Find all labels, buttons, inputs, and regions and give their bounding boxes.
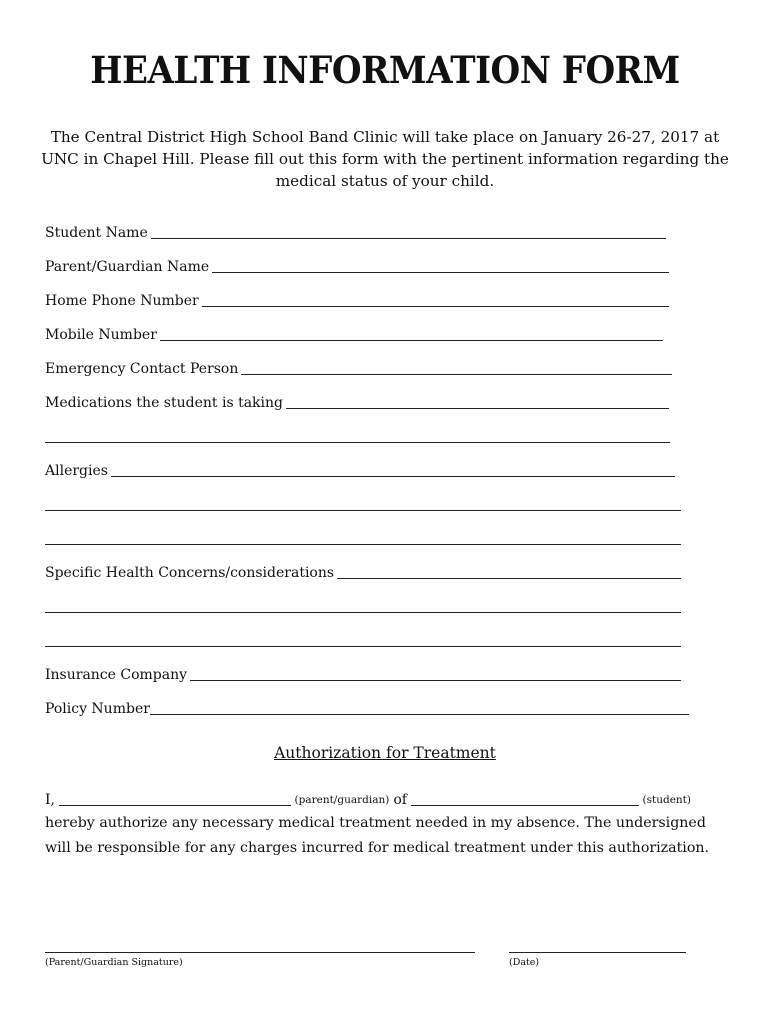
student-name-field[interactable] [45, 220, 666, 242]
student-blank[interactable] [411, 791, 639, 806]
parent-guardian-name-field[interactable] [45, 254, 669, 276]
parent-guardian-tag: (parent/guardian) [294, 794, 390, 806]
health-concerns-extra-line-2[interactable] [45, 645, 681, 647]
emergency-contact-label: Emergency Contact Person [45, 361, 239, 377]
parent-guardian-name-label: Parent/Guardian Name [45, 259, 210, 275]
health-concerns-field[interactable] [45, 560, 681, 582]
insurance-company-label: Insurance Company [45, 667, 188, 683]
date-line[interactable] [509, 951, 686, 953]
insurance-company-line[interactable] [190, 666, 681, 681]
home-phone-line[interactable] [202, 292, 669, 307]
mobile-number-field[interactable] [45, 322, 663, 344]
student-name-line[interactable] [151, 224, 666, 239]
allergies-line[interactable] [111, 462, 675, 477]
policy-number-label: Policy Number [45, 701, 150, 717]
student-tag: (student) [642, 794, 691, 806]
health-concerns-extra-line-1[interactable] [45, 611, 681, 613]
signature-line[interactable] [45, 951, 475, 953]
allergies-field[interactable] [45, 458, 675, 480]
emergency-contact-line[interactable] [241, 360, 672, 375]
policy-number-field[interactable] [45, 696, 689, 718]
authorization-of: of [393, 792, 407, 808]
authorization-body: hereby authorize any necessary medical treatment needed in my absence. The undersigned will be responsible for any charges incurred for medical treatment under this authorization. [45, 815, 710, 856]
home-phone-label: Home Phone Number [45, 293, 199, 309]
insurance-company-field[interactable] [45, 662, 681, 684]
mobile-number-line[interactable] [160, 326, 663, 341]
medications-field[interactable] [45, 390, 669, 412]
form-title: HEALTH INFORMATION FORM [90, 48, 680, 92]
home-phone-field[interactable] [45, 288, 669, 310]
signature-label: (Parent/Guardian Signature) [45, 957, 183, 968]
health-concerns-line[interactable] [337, 564, 681, 579]
authorization-name-line [45, 787, 695, 809]
parent-guardian-blank[interactable] [59, 791, 291, 806]
health-concerns-label: Specific Health Concerns/considerations [45, 565, 335, 581]
medications-line[interactable] [286, 394, 669, 409]
medications-extra-line[interactable] [45, 441, 670, 443]
allergies-label: Allergies [45, 463, 108, 479]
allergies-extra-line-1[interactable] [45, 509, 681, 511]
policy-number-line[interactable] [150, 700, 689, 715]
emergency-contact-field[interactable] [45, 356, 672, 378]
intro-paragraph: The Central District High School Band Clinic will take place on January 26-27, 2017 at UNC in Chapel Hill. Please fill out this form with the pertinent information regarding the medical status of your child. [41, 128, 729, 190]
authorization-prefix: I, [45, 792, 55, 808]
student-name-label: Student Name [45, 225, 148, 241]
medications-label: Medications the student is taking [45, 395, 283, 411]
authorization-heading: Authorization for Treatment [274, 744, 496, 762]
allergies-extra-line-2[interactable] [45, 543, 681, 545]
mobile-number-label: Mobile Number [45, 327, 157, 343]
date-label: (Date) [509, 957, 540, 968]
parent-guardian-name-line[interactable] [212, 258, 669, 273]
